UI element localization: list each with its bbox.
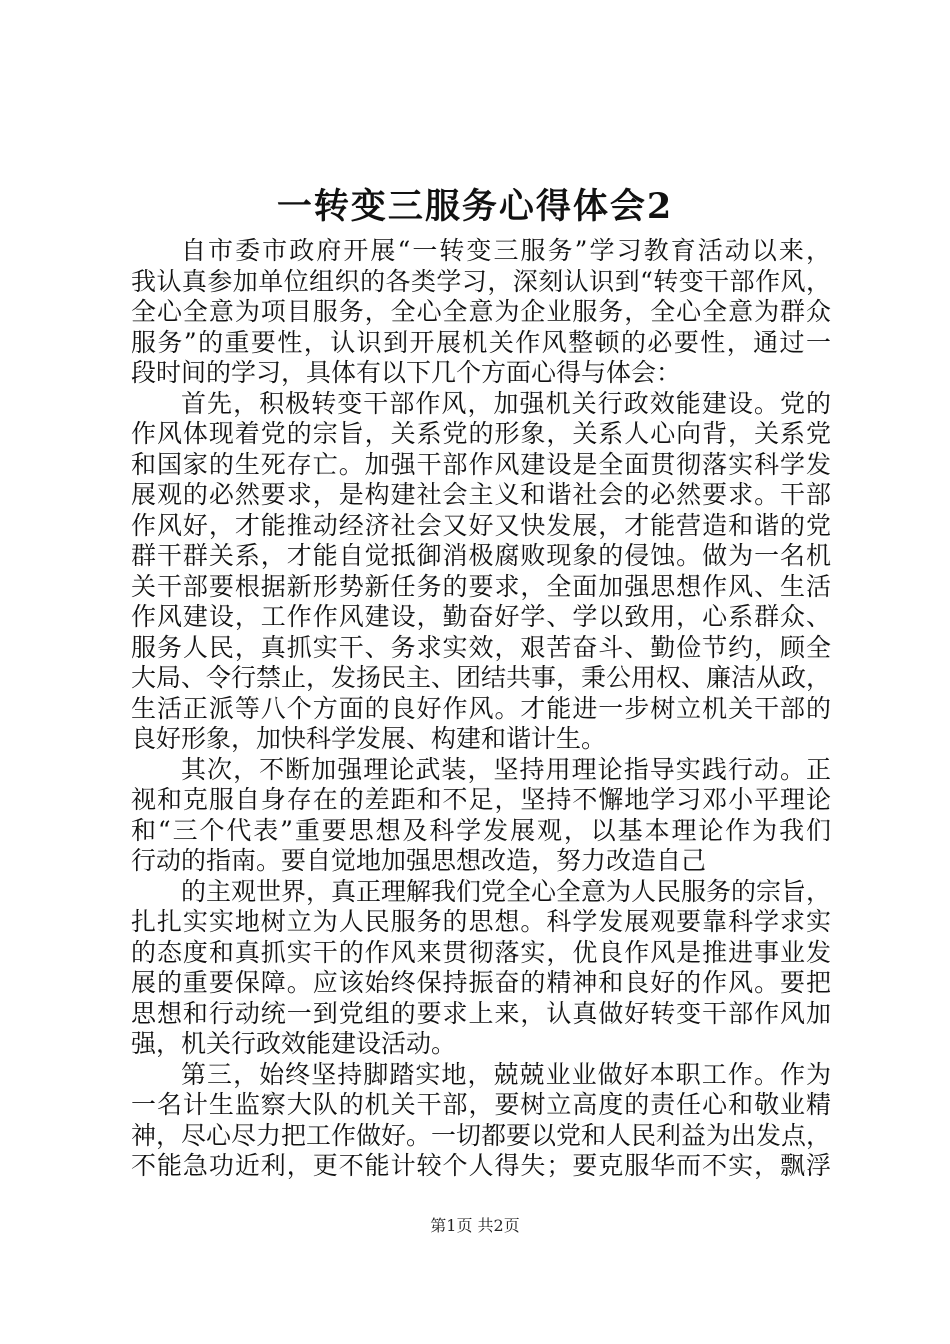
text-line: 和“三个代表”重要思想及科学发展观，以基本理论作为我们: [131, 815, 831, 845]
page-indicator: 第1页 共2页: [430, 1216, 520, 1235]
text-line: 大局、令行禁止，发扬民主、团结共事，秉公用权、廉洁从政，: [131, 663, 832, 692]
document-title: 一转变三服务心得体会2: [276, 186, 674, 227]
text-line: 服务人民，真抓实干、务求实效，艰苦奋斗、勤俭节约，顾全: [131, 632, 831, 662]
text-line: 不能急功近利，更不能计较个人得失；要克服华而不实，飘浮: [131, 1151, 831, 1180]
text-line: 第三，始终坚持脚踏实地，兢兢业业做好本职工作。作为: [181, 1059, 831, 1089]
text-line: 思想和行动统一到党组的要求上来，认真做好转变干部作风加: [131, 998, 831, 1028]
text-line: 首先，积极转变干部作风，加强机关行政效能建设。党的: [181, 388, 831, 418]
text-line: 服务”的重要性，认识到开展机关作风整顿的必要性，通过一: [131, 327, 831, 357]
text-line: 作风体现着党的宗旨，关系党的形象，关系人心向背，关系党: [131, 419, 831, 448]
text-line: 作风建设，工作作风建设，勤奋好学、学以致用，心系群众、: [131, 602, 831, 631]
text-line: 关干部要根据新形势新任务的要求，全面加强思想作风、生活: [131, 571, 831, 601]
document-body: [131, 236, 831, 1182]
text-line: 行动的指南。要自觉地加强思想改造，努力改造自己: [131, 846, 707, 875]
text-line: 生活正派等八个方面的良好作风。才能进一步树立机关干部的: [131, 693, 831, 723]
text-line: 视和克服自身存在的差距和不足，坚持不懈地学习邓小平理论: [131, 785, 831, 814]
text-line: 我认真参加单位组织的各类学习，深刻认识到“转变干部作风，: [131, 266, 831, 296]
text-line: 扎扎实实地树立为人民服务的思想。科学发展观要靠科学求实: [131, 907, 831, 936]
text-line: 展的重要保障。应该始终保持振奋的精神和良好的作风。要把: [131, 968, 831, 997]
text-line: 全心全意为项目服务，全心全意为企业服务，全心全意为群众: [131, 297, 831, 326]
text-line: 强，机关行政效能建设活动。: [131, 1029, 457, 1058]
text-line: 神，尽心尽力把工作做好。一切都要以党和人民利益为出发点，: [131, 1120, 832, 1150]
text-line: 良好形象，加快科学发展、构建和谐计生。: [131, 724, 607, 753]
text-line: 作风好，才能推动经济社会又好又快发展，才能营造和谐的党: [131, 510, 831, 540]
text-line: 自市委市政府开展“一转变三服务”学习教育活动以来，: [181, 236, 831, 265]
text-line: 展观的必然要求，是构建社会主义和谐社会的必然要求。干部: [131, 480, 831, 509]
text-line: 的主观世界，真正理解我们党全心全意为人民服务的宗旨，: [181, 876, 832, 906]
text-line: 段时间的学习，具体有以下几个方面心得与体会：: [131, 358, 682, 387]
text-line: 和国家的生死存亡。加强干部作风建设是全面贯彻落实科学发: [131, 449, 831, 479]
text-line: 一名计生监察大队的机关干部，要树立高度的责任心和敬业精: [131, 1090, 831, 1119]
text-line: 的态度和真抓实干的作风来贯彻落实，优良作风是推进事业发: [131, 937, 831, 967]
text-line: 其次，不断加强理论武装，坚持用理论指导实践行动。正: [181, 754, 831, 784]
text-line: 群干群关系，才能自觉抵御消极腐败现象的侵蚀。做为一名机: [131, 541, 831, 570]
